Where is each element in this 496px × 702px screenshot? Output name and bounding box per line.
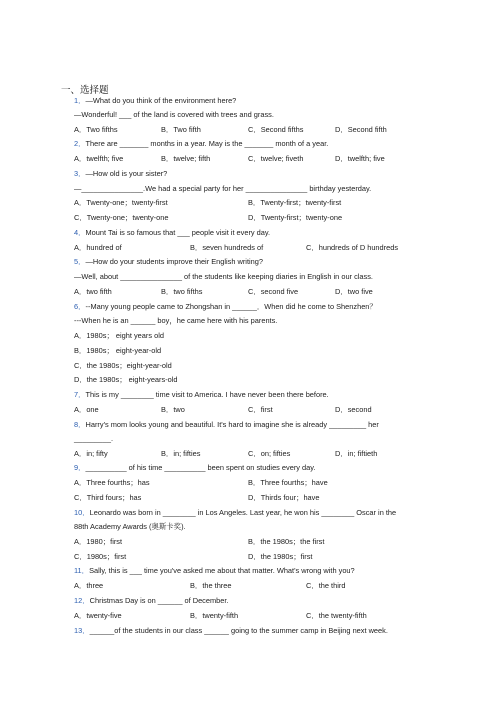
question-5-line2: —Well, about _______________ of the students like keeping diaries in English in our class.: [74, 272, 373, 281]
option-d[interactable]: D．the 1980s； eight-years-old: [74, 375, 178, 384]
option-d[interactable]: D．Twenty-first；twenty-one: [248, 213, 343, 222]
question-2: [74, 139, 328, 149]
section-title: 一、选择题: [61, 85, 109, 96]
option-d[interactable]: D．second: [335, 405, 372, 414]
question-number: 13．: [74, 626, 90, 635]
option-a[interactable]: A．one: [74, 405, 99, 414]
option-a[interactable]: A．twenty-five: [74, 611, 122, 620]
question-number: 4．: [74, 228, 86, 237]
question-1-line2: —Wonderful! ___ of the land is covered with trees and grass.: [74, 110, 274, 119]
option-d[interactable]: D．two five: [335, 287, 373, 296]
question-stem: Leonardo was born in ________ in Los Angeles. Last year, he won his ________ Oscar in the: [89, 508, 397, 517]
option-d[interactable]: D．the 1980s；first: [248, 552, 313, 561]
question-stem: —How old is your sister?: [85, 169, 168, 178]
question-stem: Sally, this is ___ time you've asked me about that matter. What's wrong with you?: [89, 566, 355, 575]
option-a[interactable]: A．1980；first: [74, 537, 123, 546]
option-c[interactable]: C．hundreds of D hundreds: [306, 243, 399, 252]
option-b[interactable]: B．the three: [190, 581, 232, 590]
question-stem: —How do your students improve their English writing?: [85, 257, 263, 266]
option-b[interactable]: B．the 1980s；the first: [248, 537, 325, 546]
question-8: [74, 420, 379, 430]
option-b[interactable]: B．two fifths: [161, 287, 203, 296]
option-c[interactable]: C．Twenty-one；twenty-one: [74, 213, 169, 222]
option-d[interactable]: D．Second fifth: [335, 125, 387, 134]
option-a[interactable]: A．1980s； eight years old: [74, 331, 164, 340]
question-stem: This is my ________ time visit to America. I have never been there before.: [85, 390, 329, 399]
option-b[interactable]: B．twelve; fifth: [161, 154, 211, 163]
option-d[interactable]: D．Thirds four；have: [248, 493, 320, 502]
question-4: [74, 228, 270, 238]
option-a[interactable]: A．Twenty-one；twenty-first: [74, 198, 168, 207]
option-d[interactable]: D．twelfth; five: [335, 154, 385, 163]
question-7: [74, 390, 329, 400]
option-a[interactable]: A．two fifth: [74, 287, 112, 296]
question-number: 8．: [74, 420, 86, 429]
option-b[interactable]: B．1980s； eight-year-old: [74, 346, 162, 355]
question-stem: Harry's mom looks young and beautiful. It's hard to imagine she is already _________ her: [85, 420, 379, 429]
option-a[interactable]: A．in; fifty: [74, 449, 108, 458]
question-12: [74, 596, 228, 606]
question-6-line2: ---When he is an ______ boy，he came here with his parents.: [74, 316, 278, 325]
option-c[interactable]: C．1980s；first: [74, 552, 127, 561]
option-c[interactable]: C．first: [248, 405, 273, 414]
question-stem: There are _______ months in a year. May is the _______ month of a year.: [85, 139, 329, 148]
question-8-line2: _________.: [74, 434, 114, 443]
question-stem: --Many young people came to Zhongshan in ______．When did he come to Shenzhen？: [85, 302, 377, 311]
option-c[interactable]: C．Third fours；has: [74, 493, 142, 502]
question-number: 3．: [74, 169, 86, 178]
option-c[interactable]: C．Second fifths: [248, 125, 304, 134]
question-stem: Mount Tai is so famous that ___ people visit it every day.: [85, 228, 271, 237]
question-number: 2．: [74, 139, 86, 148]
option-b[interactable]: B．two: [161, 405, 185, 414]
option-a[interactable]: A．twelfth; five: [74, 154, 124, 163]
question-9: [74, 463, 315, 473]
question-number: 7．: [74, 390, 86, 399]
option-b[interactable]: B．twenty-fifth: [190, 611, 239, 620]
option-b[interactable]: B．in; fifties: [161, 449, 201, 458]
option-b[interactable]: B．seven hundreds of: [190, 243, 264, 252]
option-a[interactable]: A．three: [74, 581, 104, 590]
question-number: 6．: [74, 302, 86, 311]
question-10: [74, 508, 396, 518]
option-d[interactable]: D．in; fiftieth: [335, 449, 378, 458]
option-b[interactable]: B．Two fifth: [161, 125, 201, 134]
option-b[interactable]: B．Three fourths；have: [248, 478, 328, 487]
option-c[interactable]: C．twelve; fiveth: [248, 154, 304, 163]
option-c[interactable]: C．second five: [248, 287, 299, 296]
option-a[interactable]: A．Two fifths: [74, 125, 118, 134]
question-6: [74, 302, 377, 312]
question-stem: Christmas Day is on ______ of December.: [89, 596, 229, 605]
question-stem: ______of the students in our class ______ going to the summer camp in Beijing next week.: [89, 626, 388, 635]
question-11: [74, 566, 355, 576]
question-number: 10．: [74, 508, 90, 517]
option-a[interactable]: A．Three fourths；has: [74, 478, 150, 487]
option-a[interactable]: A．hundred of: [74, 243, 122, 252]
question-stem: —What do you think of the environment here?: [85, 96, 237, 105]
option-c[interactable]: C．the 1980s；eight-year-old: [74, 361, 172, 370]
question-number: 12．: [74, 596, 90, 605]
question-3-line2: —_______________.We had a special party for her _______________ birthday yesterday.: [74, 184, 372, 193]
question-1: [74, 96, 236, 106]
question-3: [74, 169, 167, 179]
question-number: 9．: [74, 463, 86, 472]
option-c[interactable]: C．the third: [306, 581, 346, 590]
question-stem: __________ of his time __________ been spent on studies every day.: [85, 463, 316, 472]
option-b[interactable]: B．Twenty-first；twenty-first: [248, 198, 342, 207]
option-c[interactable]: C．on; fifties: [248, 449, 291, 458]
question-number: 5．: [74, 257, 86, 266]
question-13: [74, 626, 388, 636]
question-number: 1．: [74, 96, 86, 105]
question-number: 11．: [74, 566, 90, 575]
question-5: [74, 257, 263, 267]
question-10-line2: 88th Academy Awards (奥斯卡奖).: [74, 522, 186, 531]
option-c[interactable]: C．the twenty-fifth: [306, 611, 367, 620]
